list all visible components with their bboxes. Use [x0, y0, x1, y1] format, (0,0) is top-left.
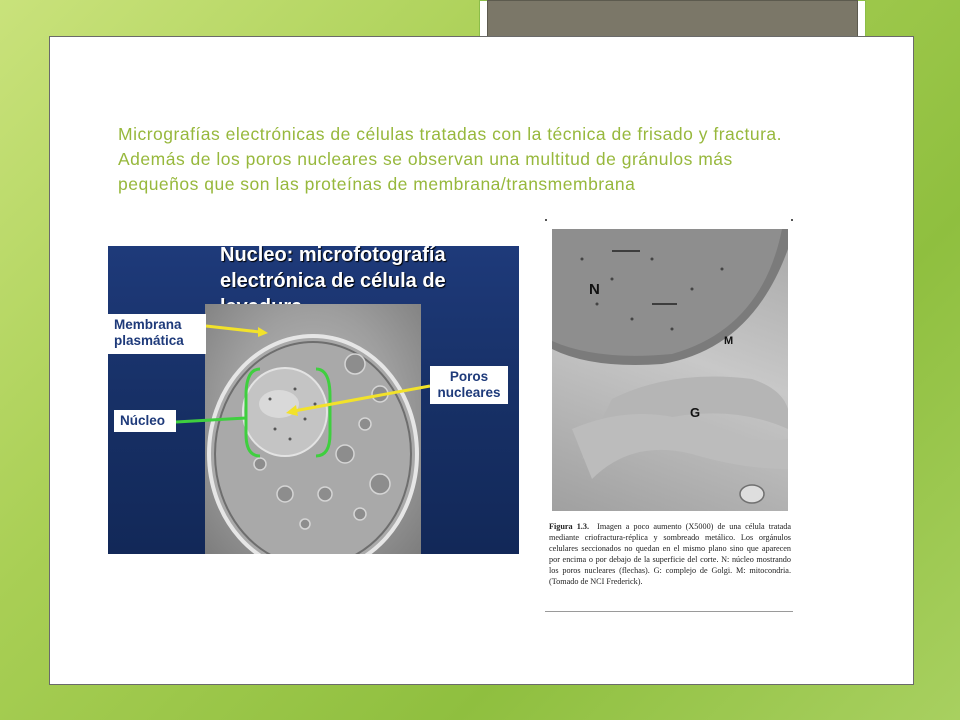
electron-micrograph-cell: [552, 229, 788, 511]
pores-arrowhead: [286, 405, 298, 416]
corner-mark: [545, 219, 547, 221]
caption-label: Figura 1.3.: [549, 522, 589, 531]
label-n: N: [589, 281, 600, 298]
membrane-arrowhead: [258, 327, 268, 337]
membrane-arrow: [206, 326, 260, 332]
textbook-figure: [545, 219, 793, 612]
label-membrana: Membrana plasmática: [108, 314, 206, 354]
nucleus-bracket-right: [316, 369, 330, 456]
nucleus-arrow: [176, 418, 246, 422]
nucleus-bracket-left: [246, 369, 260, 456]
slide-title: Micrografías electrónicas de células tratadas con la técnica de frisado y fractura. Además de los poros nucleares se observan una multitud de gránulos más pequeños que son las proteínas de membrana/transmembrana: [118, 124, 783, 194]
figure-panel-title: Nucleo: microfotografía electrónica de célula de: [220, 246, 446, 292]
label-m: M: [724, 335, 734, 347]
yeast-nucleus-figure: [108, 246, 519, 554]
label-nucleo: Núcleo: [114, 410, 176, 432]
label-poros: Poros nucleares: [430, 366, 508, 404]
caption-text: Imagen a poco aumento (X5000) de una célula tratada mediante criofractura-réplica y sombreado metálico. Los orgánulos celulares seccionados no quedan en el mismo plano sino que aparecen por encima o por debajo de la superficie del corte. N: núcleo mostrando los poros nucleares (flechas). G: complejo de Golgi. M: mitocondria. (Tomado de NCI Frederick).: [549, 522, 792, 586]
pores-arrow: [294, 386, 430, 411]
label-g: G: [690, 405, 701, 420]
figure-caption: [549, 521, 791, 587]
corner-mark: [791, 219, 793, 221]
micrograph2-drawing: [552, 229, 788, 511]
